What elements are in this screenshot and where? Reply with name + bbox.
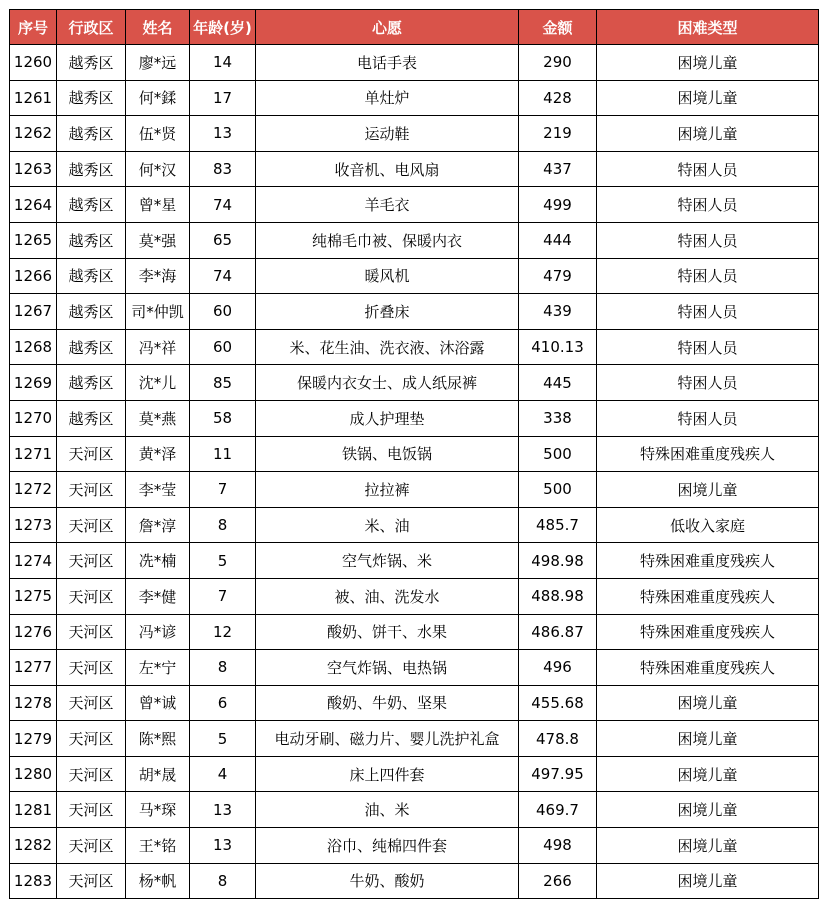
cell-hardship-type: 特困人员 [597,258,819,294]
cell-amount: 479 [519,258,597,294]
cell-district: 天河区 [57,828,126,864]
header-name: 姓名 [126,10,190,45]
cell-hardship-type: 困境儿童 [597,116,819,152]
cell-age: 12 [190,614,256,650]
cell-district: 越秀区 [57,365,126,401]
cell-index: 1274 [10,543,57,579]
header-row [10,10,819,45]
cell-wish: 收音机、电风扇 [256,151,519,187]
cell-amount: 486.87 [519,614,597,650]
cell-hardship-type: 困境儿童 [597,792,819,828]
cell-age: 6 [190,685,256,721]
cell-district: 天河区 [57,863,126,899]
cell-age: 60 [190,329,256,365]
cell-wish: 空气炸锅、米 [256,543,519,579]
cell-district: 越秀区 [57,222,126,258]
cell-amount: 219 [519,116,597,152]
cell-name: 莫*强 [126,222,190,258]
table-row [10,365,819,401]
header-hardship-type: 困难类型 [597,10,819,45]
cell-name: 詹*淳 [126,507,190,543]
cell-index: 1269 [10,365,57,401]
cell-district: 越秀区 [57,329,126,365]
cell-amount: 500 [519,472,597,508]
cell-amount: 500 [519,436,597,472]
cell-index: 1271 [10,436,57,472]
cell-age: 14 [190,45,256,81]
cell-wish: 运动鞋 [256,116,519,152]
cell-amount: 488.98 [519,578,597,614]
cell-age: 74 [190,187,256,223]
cell-amount: 445 [519,365,597,401]
cell-index: 1262 [10,116,57,152]
cell-wish: 酸奶、牛奶、坚果 [256,685,519,721]
cell-district: 越秀区 [57,400,126,436]
table-row [10,543,819,579]
cell-hardship-type: 特困人员 [597,151,819,187]
cell-index: 1265 [10,222,57,258]
cell-name: 曾*星 [126,187,190,223]
cell-age: 65 [190,222,256,258]
cell-amount: 469.7 [519,792,597,828]
header-district: 行政区 [57,10,126,45]
table-row [10,80,819,116]
cell-wish: 米、花生油、洗衣液、沐浴露 [256,329,519,365]
cell-amount: 497.95 [519,756,597,792]
table-row [10,187,819,223]
cell-wish: 电话手表 [256,45,519,81]
table-body [10,45,819,899]
cell-amount: 437 [519,151,597,187]
cell-hardship-type: 困境儿童 [597,721,819,757]
cell-age: 13 [190,828,256,864]
table-row [10,614,819,650]
cell-amount: 455.68 [519,685,597,721]
cell-wish: 单灶炉 [256,80,519,116]
cell-index: 1280 [10,756,57,792]
cell-name: 李*健 [126,578,190,614]
cell-index: 1266 [10,258,57,294]
cell-index: 1283 [10,863,57,899]
cell-index: 1279 [10,721,57,757]
cell-district: 天河区 [57,756,126,792]
cell-wish: 酸奶、饼干、水果 [256,614,519,650]
table-row [10,721,819,757]
cell-index: 1264 [10,187,57,223]
cell-age: 17 [190,80,256,116]
cell-wish: 纯棉毛巾被、保暖内衣 [256,222,519,258]
cell-wish: 保暖内衣女士、成人纸尿裤 [256,365,519,401]
cell-district: 越秀区 [57,258,126,294]
cell-wish: 牛奶、酸奶 [256,863,519,899]
cell-hardship-type: 困境儿童 [597,45,819,81]
cell-age: 8 [190,650,256,686]
cell-name: 廖*远 [126,45,190,81]
cell-name: 胡*晟 [126,756,190,792]
cell-wish: 羊毛衣 [256,187,519,223]
table-row [10,863,819,899]
cell-amount: 428 [519,80,597,116]
cell-district: 越秀区 [57,116,126,152]
cell-district: 天河区 [57,507,126,543]
cell-index: 1277 [10,650,57,686]
cell-age: 5 [190,543,256,579]
cell-age: 58 [190,400,256,436]
table-row [10,436,819,472]
cell-district: 越秀区 [57,187,126,223]
cell-name: 陈*熙 [126,721,190,757]
table-row [10,792,819,828]
cell-age: 4 [190,756,256,792]
header-wish: 心愿 [256,10,519,45]
cell-name: 何*鍒 [126,80,190,116]
cell-district: 天河区 [57,614,126,650]
cell-amount: 444 [519,222,597,258]
header-index: 序号 [10,10,57,45]
cell-wish: 米、油 [256,507,519,543]
table-row [10,650,819,686]
cell-district: 天河区 [57,685,126,721]
table-row [10,685,819,721]
cell-name: 冯*祥 [126,329,190,365]
cell-wish: 拉拉裤 [256,472,519,508]
cell-amount: 499 [519,187,597,223]
cell-name: 李*莹 [126,472,190,508]
cell-age: 60 [190,294,256,330]
cell-name: 李*海 [126,258,190,294]
cell-district: 天河区 [57,792,126,828]
cell-hardship-type: 特困人员 [597,329,819,365]
cell-amount: 496 [519,650,597,686]
cell-hardship-type: 困境儿童 [597,863,819,899]
cell-district: 越秀区 [57,151,126,187]
cell-amount: 498 [519,828,597,864]
cell-index: 1276 [10,614,57,650]
cell-hardship-type: 低收入家庭 [597,507,819,543]
table-row [10,828,819,864]
header-amount: 金额 [519,10,597,45]
cell-amount: 485.7 [519,507,597,543]
cell-hardship-type: 特困人员 [597,294,819,330]
cell-amount: 338 [519,400,597,436]
cell-amount: 290 [519,45,597,81]
cell-wish: 床上四件套 [256,756,519,792]
cell-hardship-type: 困境儿童 [597,685,819,721]
cell-index: 1270 [10,400,57,436]
cell-name: 曾*诚 [126,685,190,721]
table-row [10,756,819,792]
cell-amount: 439 [519,294,597,330]
cell-age: 7 [190,472,256,508]
cell-age: 83 [190,151,256,187]
cell-name: 何*汉 [126,151,190,187]
cell-wish: 折叠床 [256,294,519,330]
table-row [10,329,819,365]
cell-hardship-type: 特困人员 [597,187,819,223]
cell-wish: 电动牙刷、磁力片、婴儿洗护礼盒 [256,721,519,757]
cell-age: 8 [190,863,256,899]
table-row [10,400,819,436]
cell-hardship-type: 特殊困难重度残疾人 [597,543,819,579]
cell-hardship-type: 困境儿童 [597,828,819,864]
cell-wish: 铁锅、电饭锅 [256,436,519,472]
cell-hardship-type: 困境儿童 [597,80,819,116]
table-row [10,578,819,614]
cell-district: 天河区 [57,543,126,579]
header-age: 年龄(岁) [190,10,256,45]
cell-hardship-type: 困境儿童 [597,472,819,508]
table-row [10,472,819,508]
cell-name: 冯*谚 [126,614,190,650]
cell-index: 1263 [10,151,57,187]
cell-index: 1261 [10,80,57,116]
cell-index: 1268 [10,329,57,365]
table-row [10,116,819,152]
cell-index: 1275 [10,578,57,614]
cell-hardship-type: 特困人员 [597,365,819,401]
cell-index: 1267 [10,294,57,330]
cell-index: 1282 [10,828,57,864]
cell-district: 越秀区 [57,294,126,330]
cell-index: 1272 [10,472,57,508]
table-row [10,45,819,81]
cell-hardship-type: 特困人员 [597,400,819,436]
wish-table [9,9,819,899]
cell-amount: 266 [519,863,597,899]
table-row [10,258,819,294]
cell-district: 天河区 [57,436,126,472]
cell-index: 1273 [10,507,57,543]
cell-age: 7 [190,578,256,614]
cell-age: 5 [190,721,256,757]
cell-age: 8 [190,507,256,543]
cell-district: 天河区 [57,472,126,508]
cell-name: 莫*燕 [126,400,190,436]
cell-age: 74 [190,258,256,294]
cell-name: 冼*楠 [126,543,190,579]
table-row [10,294,819,330]
cell-age: 13 [190,116,256,152]
cell-name: 左*宁 [126,650,190,686]
table-row [10,222,819,258]
cell-wish: 浴巾、纯棉四件套 [256,828,519,864]
cell-wish: 油、米 [256,792,519,828]
cell-wish: 暖风机 [256,258,519,294]
cell-name: 王*铭 [126,828,190,864]
cell-name: 司*仲凯 [126,294,190,330]
cell-district: 越秀区 [57,45,126,81]
cell-wish: 成人护理垫 [256,400,519,436]
cell-name: 马*琛 [126,792,190,828]
cell-name: 沈*儿 [126,365,190,401]
table-row [10,151,819,187]
cell-age: 13 [190,792,256,828]
table-row [10,507,819,543]
cell-hardship-type: 特殊困难重度残疾人 [597,650,819,686]
cell-district: 天河区 [57,650,126,686]
cell-hardship-type: 特殊困难重度残疾人 [597,578,819,614]
cell-hardship-type: 特殊困难重度残疾人 [597,614,819,650]
cell-amount: 410.13 [519,329,597,365]
cell-index: 1278 [10,685,57,721]
cell-hardship-type: 特困人员 [597,222,819,258]
cell-name: 黄*泽 [126,436,190,472]
wish-table-container [9,9,819,899]
cell-index: 1281 [10,792,57,828]
cell-age: 11 [190,436,256,472]
cell-wish: 空气炸锅、电热锅 [256,650,519,686]
cell-hardship-type: 困境儿童 [597,756,819,792]
cell-hardship-type: 特殊困难重度残疾人 [597,436,819,472]
cell-name: 杨*帆 [126,863,190,899]
cell-district: 天河区 [57,578,126,614]
cell-name: 伍*贤 [126,116,190,152]
cell-wish: 被、油、洗发水 [256,578,519,614]
table-header [10,10,819,45]
cell-amount: 498.98 [519,543,597,579]
cell-amount: 478.8 [519,721,597,757]
cell-index: 1260 [10,45,57,81]
cell-district: 越秀区 [57,80,126,116]
cell-district: 天河区 [57,721,126,757]
cell-age: 85 [190,365,256,401]
